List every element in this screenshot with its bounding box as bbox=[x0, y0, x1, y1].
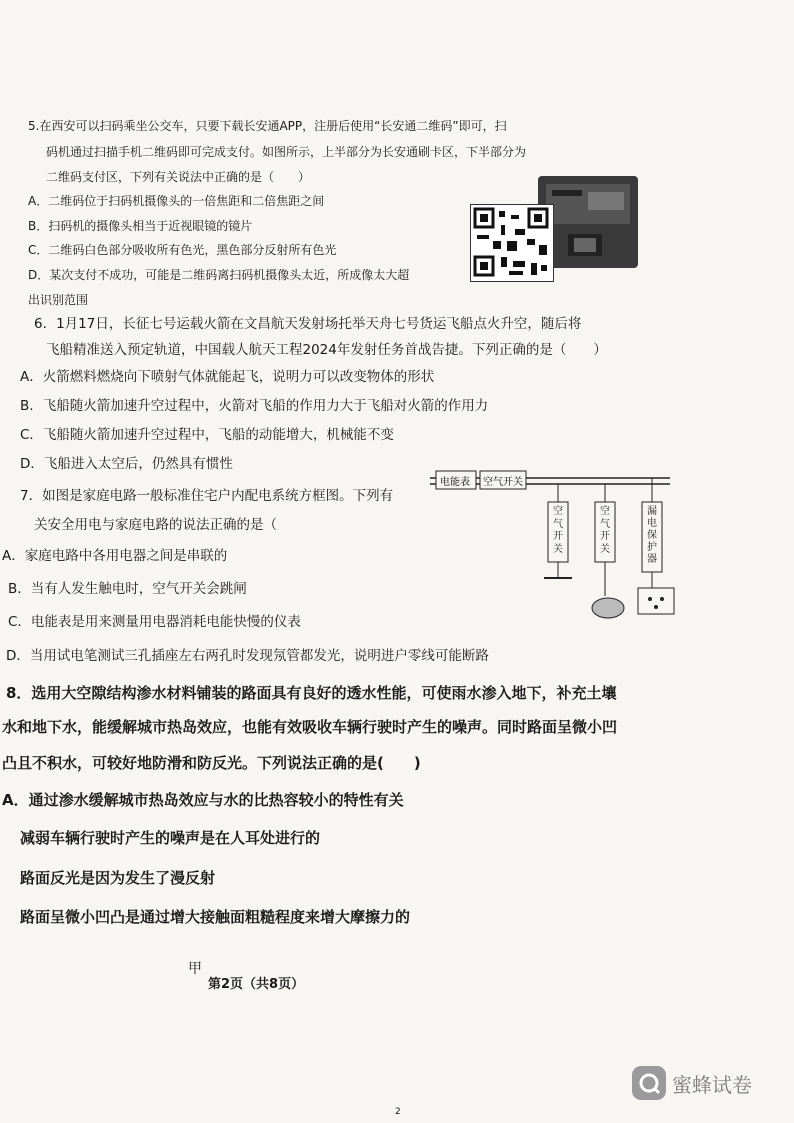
bee-logo-icon bbox=[632, 1066, 666, 1100]
watermark bbox=[632, 1066, 752, 1100]
q5-stem-line3: 二维码支付区，下列有关说法中正确的是（ ） bbox=[46, 170, 311, 184]
q5-option-c: C．二维码白色部分吸收所有色光，黑色部分反射所有色光 bbox=[28, 243, 337, 257]
q5-stem-line2: 码机通过扫描手机二维码即可完成支付。如图所示，上半部分为长安通刷卡区，下半部分为 bbox=[46, 145, 527, 159]
q5-option-d-cont: 出识别范围 bbox=[28, 293, 89, 307]
q8-option-c: 路面反光是因为发生了漫反射 bbox=[20, 869, 216, 887]
q6-option-a: A．火箭燃料燃烧向下喷射气体就能起飞，说明力可以改变物体的形状 bbox=[20, 369, 435, 385]
distribution-circuit-diagram bbox=[430, 466, 690, 626]
page-number: 2 bbox=[395, 1107, 401, 1117]
footer-mark: 甲 bbox=[188, 961, 202, 977]
q5-option-b: B．扫码机的摄像头相当于近视眼镜的镜片 bbox=[28, 219, 253, 233]
q6-stem-line1: 6．1月17日，长征七号运载火箭在文昌航天发射场托举天舟七号货运飞船点火升空，随后将 bbox=[34, 316, 582, 332]
q8-option-a: A．通过渗水缓解城市热岛效应与水的比热容较小的特性有关 bbox=[2, 791, 404, 809]
q5-stem-line1: 5.在西安可以扫码乘坐公交车，只要下载长安通APP，注册后使用“长安通二维码”即可，扫 bbox=[28, 119, 507, 133]
main-switch-label: 空气开关 bbox=[483, 477, 523, 488]
q7-option-d: D．当用试电笔测试三孔插座左右两孔时发现氖管都发光，说明进户零线可能断路 bbox=[6, 648, 489, 664]
page-footer: 第2页（共8页） bbox=[208, 977, 305, 992]
q7-option-c: C．电能表是用来测量用电器消耗电能快慢的仪表 bbox=[8, 614, 301, 630]
q6-stem-line2: 飞船精准送入预定轨道，中国载人航天工程2024年发射任务首战告捷。下列正确的是（ ） bbox=[46, 342, 607, 358]
q8-option-d: 路面呈微小凹凸是通过增大接触面粗糙程度来增大摩擦力的 bbox=[20, 908, 411, 926]
branch2-label: 空气开关 bbox=[600, 506, 610, 555]
q8-stem-line3: 凸且不积水，可较好地防滑和防反光。下列说法正确的是( ) bbox=[2, 754, 421, 772]
q7-stem-line2: 关安全用电与家庭电路的说法正确的是（ bbox=[34, 517, 277, 533]
q7-option-a: A．家庭电路中各用电器之间是串联的 bbox=[2, 548, 228, 564]
q8-stem-line2: 水和地下水，能缓解城市热岛效应，也能有效吸收车辆行驶时产生的噪声。同时路面呈微小凹 bbox=[2, 718, 618, 736]
watermark-text: 蜜蜂试卷 bbox=[672, 1072, 752, 1097]
q5-option-a: A．二维码位于扫码机摄像头的一倍焦距和二倍焦距之间 bbox=[28, 194, 325, 208]
q6-option-d: D．飞船进入太空后，仍然具有惯性 bbox=[20, 456, 233, 472]
meter-label: 电能表 bbox=[440, 477, 470, 488]
q6-option-c: C．飞船随火箭加速升空过程中，飞船的动能增大，机械能不变 bbox=[20, 427, 394, 443]
q8-option-b: 减弱车辆行驶时产生的噪声是在人耳处进行的 bbox=[20, 829, 321, 847]
q5-option-d: D．某次支付不成功，可能是二维码离扫码机摄像头太近，所成像太大超 bbox=[28, 268, 410, 282]
q7-option-b: B．当有人发生触电时，空气开关会跳闸 bbox=[8, 581, 247, 597]
branch3-label: 漏电保护器 bbox=[647, 506, 657, 565]
q8-stem-line1: 8．选用大空隙结构渗水材料铺装的路面具有良好的透水性能，可使雨水渗入地下，补充土壤 bbox=[6, 684, 617, 702]
q6-option-b: B．飞船随火箭加速升空过程中，火箭对飞船的作用力大于飞船对火箭的作用力 bbox=[20, 398, 489, 414]
qr-scanner-figure bbox=[470, 176, 638, 280]
q7-stem-line1: 7．如图是家庭电路一般标准住宅户内配电系统方框图。下列有 bbox=[20, 488, 394, 504]
branch1-label: 空气开关 bbox=[553, 506, 563, 555]
qr-code-icon bbox=[470, 204, 554, 282]
